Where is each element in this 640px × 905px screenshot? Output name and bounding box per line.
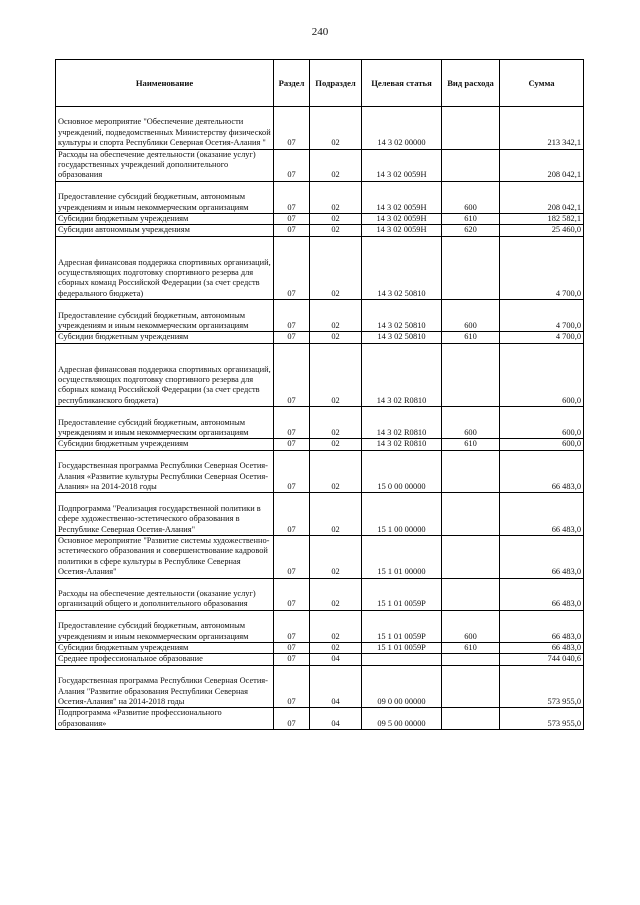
cell-expense-type [442, 493, 500, 536]
cell-amount: 573 955,0 [500, 665, 584, 708]
cell-target-item [362, 654, 442, 665]
cell-target-item: 14 3 02 0059Н [362, 149, 442, 181]
cell-subsection: 02 [310, 642, 362, 653]
cell-name: Субсидии бюджетным учреждениям [56, 332, 274, 343]
cell-amount: 600,0 [500, 343, 584, 406]
column-header-section: Раздел [274, 60, 310, 107]
cell-subsection: 02 [310, 107, 362, 150]
cell-target-item: 09 0 00 00000 [362, 665, 442, 708]
table-row [56, 642, 584, 653]
cell-expense-type [442, 149, 500, 181]
budget-table [55, 59, 584, 730]
cell-section: 07 [274, 708, 310, 730]
cell-section: 07 [274, 236, 310, 299]
cell-expense-type [442, 343, 500, 406]
cell-amount: 4 700,0 [500, 236, 584, 299]
cell-amount: 66 483,0 [500, 642, 584, 653]
cell-section: 07 [274, 642, 310, 653]
cell-target-item: 15 1 01 0059Р [362, 610, 442, 642]
table-row [56, 107, 584, 150]
cell-name: Адресная финансовая поддержка спортивных организаций, осуществляющих подготовку спортивного резерва для сборных команд Российской Федерации (за счет средств федерального бюджета) [56, 236, 274, 299]
cell-name: Основное мероприятие "Развитие системы художественно-эстетического образования и совершенствование кадровой политики в сфере культуры в Республике Северная Осетия-Алания" [56, 535, 274, 578]
cell-subsection: 02 [310, 407, 362, 439]
cell-name: Подпрограмма «Развитие профессионального образования» [56, 708, 274, 730]
table-row [56, 493, 584, 536]
cell-section: 07 [274, 578, 310, 610]
cell-target-item: 14 3 02 50810 [362, 332, 442, 343]
cell-section: 07 [274, 654, 310, 665]
column-header-expense-type: Вид расхода [442, 60, 500, 107]
cell-section: 07 [274, 493, 310, 536]
cell-target-item: 15 0 00 00000 [362, 450, 442, 493]
table-row [56, 225, 584, 236]
cell-target-item: 15 1 01 00000 [362, 535, 442, 578]
table-row [56, 450, 584, 493]
cell-section: 07 [274, 214, 310, 225]
cell-amount: 182 582,1 [500, 214, 584, 225]
cell-name: Государственная программа Республики Северная Осетия-Алания "Развитие образования Республики Северная Осетия-Алания" на 2014-2018 годы [56, 665, 274, 708]
cell-target-item: 14 3 02 R0810 [362, 407, 442, 439]
table-row [56, 407, 584, 439]
cell-name: Предоставление субсидий бюджетным, автономным учреждениям и иным некоммерческим организациям [56, 407, 274, 439]
cell-amount: 66 483,0 [500, 493, 584, 536]
column-header-amount: Сумма [500, 60, 584, 107]
cell-subsection: 02 [310, 450, 362, 493]
cell-subsection: 02 [310, 493, 362, 536]
cell-expense-type [442, 450, 500, 493]
cell-target-item: 15 1 01 0059Р [362, 642, 442, 653]
cell-expense-type: 610 [442, 214, 500, 225]
cell-expense-type: 610 [442, 332, 500, 343]
cell-section: 07 [274, 439, 310, 450]
cell-subsection: 02 [310, 332, 362, 343]
table-row [56, 181, 584, 213]
cell-expense-type: 610 [442, 642, 500, 653]
cell-amount: 213 342,1 [500, 107, 584, 150]
cell-amount: 25 460,0 [500, 225, 584, 236]
cell-amount: 744 040,6 [500, 654, 584, 665]
cell-expense-type: 600 [442, 300, 500, 332]
cell-amount: 600,0 [500, 407, 584, 439]
cell-target-item: 14 3 02 R0810 [362, 343, 442, 406]
cell-amount: 208 042,1 [500, 181, 584, 213]
table-row [56, 708, 584, 730]
cell-name: Предоставление субсидий бюджетным, автономным учреждениям и иным некоммерческим организациям [56, 300, 274, 332]
cell-name: Субсидии автономным учреждениям [56, 225, 274, 236]
table-row [56, 578, 584, 610]
cell-subsection: 02 [310, 535, 362, 578]
table-row [56, 149, 584, 181]
cell-subsection: 02 [310, 181, 362, 213]
cell-target-item: 14 3 02 0059Н [362, 214, 442, 225]
cell-amount: 66 483,0 [500, 610, 584, 642]
cell-section: 07 [274, 225, 310, 236]
cell-section: 07 [274, 535, 310, 578]
cell-amount: 4 700,0 [500, 332, 584, 343]
cell-section: 07 [274, 181, 310, 213]
cell-name: Среднее профессиональное образование [56, 654, 274, 665]
cell-subsection: 02 [310, 610, 362, 642]
cell-subsection: 02 [310, 578, 362, 610]
cell-expense-type [442, 665, 500, 708]
cell-name: Предоставление субсидий бюджетным, автономным учреждениям и иным некоммерческим организациям [56, 181, 274, 213]
cell-amount: 66 483,0 [500, 578, 584, 610]
cell-name: Основное мероприятие "Обеспечение деятельности учреждений, подведомственных Министерству физической культуры и спорта Республики Северная Осетия-Алания " [56, 107, 274, 150]
table-row [56, 654, 584, 665]
table-row [56, 535, 584, 578]
cell-section: 07 [274, 107, 310, 150]
cell-name: Субсидии бюджетным учреждениям [56, 214, 274, 225]
table-row [56, 610, 584, 642]
table-row [56, 236, 584, 299]
cell-section: 07 [274, 149, 310, 181]
cell-target-item: 14 3 02 50810 [362, 236, 442, 299]
cell-name: Субсидии бюджетным учреждениям [56, 439, 274, 450]
cell-subsection: 02 [310, 343, 362, 406]
table-header-row [56, 60, 584, 107]
cell-target-item: 14 3 02 00000 [362, 107, 442, 150]
cell-expense-type [442, 535, 500, 578]
cell-subsection: 04 [310, 665, 362, 708]
cell-section: 07 [274, 332, 310, 343]
cell-name: Подпрограмма "Реализация государственной политики в сфере художественно-эстетического образования в Республике Северная Осетия-Алания" [56, 493, 274, 536]
cell-name: Субсидии бюджетным учреждениям [56, 642, 274, 653]
cell-target-item: 09 5 00 00000 [362, 708, 442, 730]
cell-amount: 208 042,1 [500, 149, 584, 181]
cell-expense-type [442, 578, 500, 610]
cell-subsection: 02 [310, 225, 362, 236]
cell-amount: 66 483,0 [500, 450, 584, 493]
cell-section: 07 [274, 610, 310, 642]
cell-section: 07 [274, 343, 310, 406]
column-header-name: Наименование [56, 60, 274, 107]
cell-name: Расходы на обеспечение деятельности (оказание услуг) организаций общего и дополнительного образования [56, 578, 274, 610]
cell-section: 07 [274, 407, 310, 439]
table-row [56, 439, 584, 450]
cell-subsection: 04 [310, 708, 362, 730]
cell-name: Адресная финансовая поддержка спортивных организаций, осуществляющих подготовку спортивного резерва для сборных команд Российской Федерации (за счет средств республиканского бюджета) [56, 343, 274, 406]
cell-target-item: 14 3 02 0059Н [362, 225, 442, 236]
cell-expense-type: 600 [442, 610, 500, 642]
cell-target-item: 14 3 02 50810 [362, 300, 442, 332]
cell-amount: 600,0 [500, 439, 584, 450]
cell-target-item: 14 3 02 R0810 [362, 439, 442, 450]
column-header-target-item: Целевая статья [362, 60, 442, 107]
cell-expense-type: 600 [442, 181, 500, 213]
cell-name: Предоставление субсидий бюджетным, автономным учреждениям и иным некоммерческим организациям [56, 610, 274, 642]
cell-target-item: 15 1 01 0059Р [362, 578, 442, 610]
table-row [56, 300, 584, 332]
cell-name: Расходы на обеспечение деятельности (оказание услуг) государственных учреждений дополнительного образования [56, 149, 274, 181]
cell-target-item: 14 3 02 0059Н [362, 181, 442, 213]
table-row [56, 343, 584, 406]
cell-subsection: 02 [310, 439, 362, 450]
table-row [56, 665, 584, 708]
cell-section: 07 [274, 450, 310, 493]
table-row [56, 214, 584, 225]
cell-amount: 66 483,0 [500, 535, 584, 578]
cell-expense-type: 610 [442, 439, 500, 450]
cell-subsection: 02 [310, 149, 362, 181]
cell-expense-type [442, 107, 500, 150]
cell-expense-type [442, 654, 500, 665]
cell-section: 07 [274, 665, 310, 708]
column-header-subsection: Подраздел [310, 60, 362, 107]
cell-subsection: 02 [310, 214, 362, 225]
cell-expense-type: 600 [442, 407, 500, 439]
cell-expense-type [442, 708, 500, 730]
cell-expense-type: 620 [442, 225, 500, 236]
cell-expense-type [442, 236, 500, 299]
cell-amount: 4 700,0 [500, 300, 584, 332]
page-number: 240 [311, 26, 329, 38]
table-row [56, 332, 584, 343]
cell-section: 07 [274, 300, 310, 332]
cell-amount: 573 955,0 [500, 708, 584, 730]
cell-subsection: 04 [310, 654, 362, 665]
cell-subsection: 02 [310, 236, 362, 299]
cell-target-item: 15 1 00 00000 [362, 493, 442, 536]
cell-name: Государственная программа Республики Северная Осетия-Алания «Развитие культуры Республики Северная Осетия-Алания» на 2014-2018 годы [56, 450, 274, 493]
cell-subsection: 02 [310, 300, 362, 332]
